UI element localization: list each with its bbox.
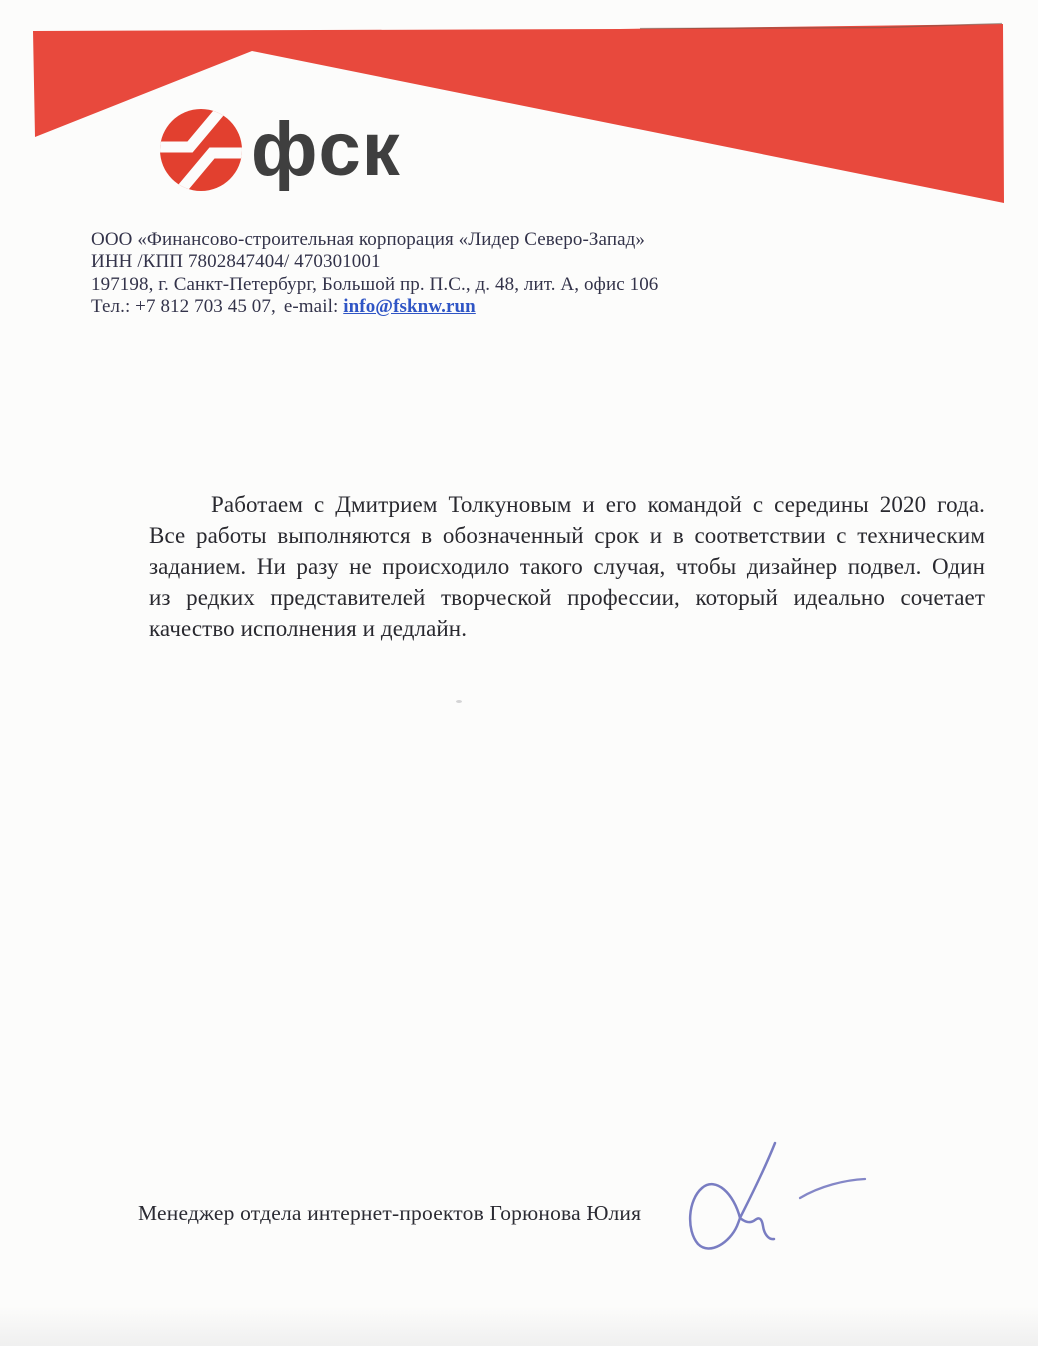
paragraph-line: качество исполнения и дедлайн. (149, 616, 468, 641)
paragraph-line: заданием. Ни разу не происходило такого случая, чтобы дизайнер подвел. Один (149, 554, 985, 579)
company-inn-kpp-line: ИНН /КПП 7802847404/ 470301001 (91, 251, 381, 273)
fsk-logo-icon (156, 109, 246, 191)
scan-speck (456, 700, 462, 703)
company-name-line: ООО «Финансово-строительная корпорация «Лидер Северо-Запад» (91, 229, 645, 250)
email-label: e-mail: (283, 296, 339, 318)
company-address-line: 197198, г. Санкт-Петербург, Большой пр. П.С., д. 48, лит. А, офис 106 (91, 273, 659, 295)
signature-dash-stroke (800, 1179, 865, 1198)
company-contacts-line (91, 296, 711, 318)
testimonial-paragraph (149, 489, 985, 644)
signer-title-name: Менеджер отдела интернет-проектов Горюнова Юлия (138, 1201, 642, 1225)
header-banner (0, 0, 1038, 240)
phone-number: Тел.: +7 812 703 45 07, (91, 296, 276, 318)
email-link[interactable]: info@fsknw.run (343, 296, 476, 318)
paragraph-line: Все работы выполняются в обозначенный срок и в соответствии с техническим (149, 523, 985, 548)
paragraph-line: Работаем с Дмитрием Толкуновым и его командой с середины 2020 года. (211, 492, 985, 517)
scan-shadow (0, 1306, 1038, 1346)
paragraph-line: из редких представителей творческой профессии, который идеально сочетает (149, 585, 985, 610)
logo-wordmark: фск (251, 107, 401, 192)
handwritten-signature (650, 1090, 970, 1290)
company-info (91, 229, 711, 319)
signature-stroke (690, 1143, 775, 1249)
